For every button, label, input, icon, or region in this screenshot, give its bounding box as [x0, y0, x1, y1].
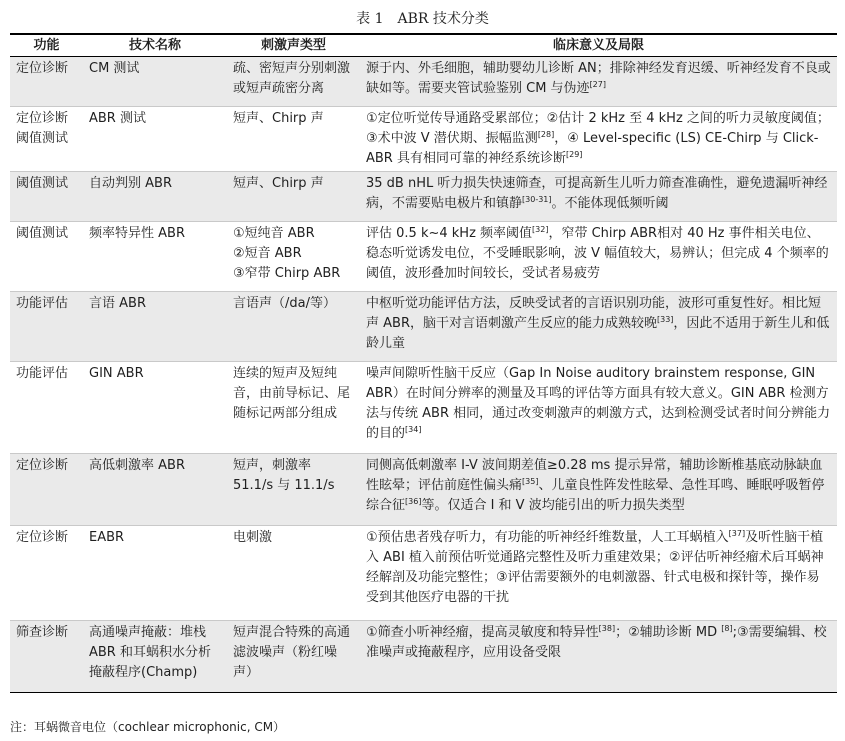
stimulus-line: 短声，刺激率 — [233, 458, 312, 473]
cell-significance — [360, 172, 837, 222]
table-row — [10, 57, 837, 107]
reference-mark: [29] — [565, 150, 583, 159]
table-row — [10, 172, 837, 222]
significance-text: ，窄带 Chirp ABR相对 40 Hz 事件相关电位、稳态听觉诱发电位，不受睡眠影响，波 V 幅值较大，易辨认；但完成 4 个频率的阈值，波形叠加时间较长，受试者易疲劳 — [366, 226, 829, 281]
table-row — [10, 454, 837, 526]
cell-significance — [360, 107, 837, 172]
significance-text: 评估 0.5 k~4 kHz 频率阈值 — [366, 226, 533, 241]
reference-mark: [32] — [532, 225, 549, 234]
table-row — [10, 107, 837, 172]
cell-significance — [360, 222, 837, 292]
abr-classification-table — [10, 33, 837, 693]
cell-significance — [360, 362, 837, 454]
reference-mark: [27] — [589, 80, 606, 89]
cell-technique: 高通噪声掩蔽：堆栈 ABR 和耳蜗积水分析掩蔽程序(Champ) — [83, 621, 227, 693]
cell-function: 阈值测试 — [10, 222, 83, 292]
cell-technique: 频率特异性 ABR — [83, 222, 227, 292]
cell-stimulus: 疏、密短声分别刺激或短声疏密分离 — [227, 57, 360, 107]
table-footnote: 注：耳蜗微音电位（cochlear microphonic, CM） — [10, 720, 286, 734]
reference-mark: [37] — [728, 529, 746, 538]
header-significance: 临床意义及局限 — [360, 34, 837, 57]
cell-stimulus: 连续的短声及短纯音，由前导标记、尾随标记两部分组成 — [227, 362, 360, 454]
table-row — [10, 362, 837, 454]
cell-function: 功能评估 — [10, 362, 83, 454]
significance-text: 35 dB nHL 听力损失快速筛查，可提高新生儿听力筛查准确性，避免遗漏听神经病，不需要贴电极片和镇静 — [366, 176, 828, 211]
cell-technique: GIN ABR — [83, 362, 227, 454]
significance-text: 中枢听觉功能评估方法，反映受试者的言语识别功能，波形可重复性好。相比短声 ABR，脑干对言语刺激产生反应的能力成熟较晚 — [366, 296, 822, 331]
significance-text: ①定位听觉传导通路受累部位；②估计 2 kHz 至 4 kHz 之间的听力灵敏度阈值；③术中波 V 潜伏期、振幅监测 — [366, 111, 830, 146]
significance-text: 源于内、外毛细胞，辅助婴幼儿诊断 AN；排除神经发育迟缓、听神经发育不良或缺如等。需要夹管试验鉴别 CM 与伪迹 — [366, 61, 831, 96]
reference-mark: [38] — [598, 624, 616, 633]
reference-mark: [30-31] — [522, 195, 552, 204]
cell-technique: CM 测试 — [83, 57, 227, 107]
table-row — [10, 526, 837, 621]
cell-significance — [360, 526, 837, 621]
cell-function: 定位诊断 — [10, 57, 83, 107]
cell-significance — [360, 57, 837, 107]
cell-function: 功能评估 — [10, 292, 83, 362]
table-caption: 表 1 ABR 技术分类 — [356, 11, 489, 27]
stimulus-line: 51.1/s 与 11.1/s — [233, 478, 335, 493]
significance-text: ①筛查小听神经瘤，提高灵敏度和特异性 — [366, 625, 599, 640]
cell-function: 阈值测试 — [10, 172, 83, 222]
reference-mark: [36] — [405, 497, 422, 506]
cell-function: 定位诊断 阈值测试 — [10, 107, 83, 172]
cell-stimulus: 言语声（/da/等） — [227, 292, 360, 362]
header-technique: 技术名称 — [83, 34, 227, 57]
cell-technique: 高低刺激率 ABR — [83, 454, 227, 526]
stimulus-line: ③窄带 Chirp ABR — [233, 266, 341, 281]
cell-stimulus: 短声、Chirp 声 — [227, 107, 360, 172]
significance-text: ，④ Level-specific (LS) CE-Chirp 与 Click-ABR 具有相同可靠的神经系统诊断 — [366, 131, 819, 166]
significance-text: 、儿童良性阵发性眩晕、急性耳鸣、睡眠呼吸暂停综合征 — [366, 478, 825, 513]
cell-technique: ABR 测试 — [83, 107, 227, 172]
significance-text: 等。仅适合 I 和 V 波均能引出的听力损失类型 — [421, 498, 685, 513]
reference-mark: [28] — [537, 130, 555, 139]
cell-technique: 言语 ABR — [83, 292, 227, 362]
cell-function: 定位诊断 — [10, 526, 83, 621]
table-row — [10, 222, 837, 292]
reference-mark: [8] — [721, 624, 733, 633]
cell-function: 筛查诊断 — [10, 621, 83, 693]
cell-function: 定位诊断 — [10, 454, 83, 526]
reference-mark: [33] — [656, 315, 674, 324]
header-function: 功能 — [10, 34, 83, 57]
cell-significance — [360, 621, 837, 693]
reference-mark: [34] — [405, 425, 422, 434]
reference-mark: [35] — [522, 477, 539, 486]
significance-text: 及听性脑干植入 ABI 植入前预估听觉通路完整性及听力重建效果；②评估听神经瘤术后耳蜗神经解剖及功能完整性；③评估需要额外的电刺激器、针式电极和探针等，操作易受到其他医疗电器的干扰 — [366, 530, 824, 605]
cell-stimulus — [227, 222, 360, 292]
cell-technique: 自动判别 ABR — [83, 172, 227, 222]
significance-text: ，因此不适用于新生儿和低龄儿童 — [366, 316, 830, 351]
significance-text: 噪声间隙听性脑干反应（Gap In Noise auditory brainstem response, GIN ABR）在时间分辨率的测量及耳鸣的评估等方面具有较大意义。GIN ABR 检测方法与传统 ABR 相同，通过改变刺激声的刺激方式，达到检测受试者时间分辨能力的目的 — [366, 366, 831, 441]
cell-technique: EABR — [83, 526, 227, 621]
cell-significance — [360, 454, 837, 526]
table-row — [10, 621, 837, 693]
significance-text: ;③需要编辑、校准噪声或掩蔽程序，应用设备受限 — [366, 625, 827, 660]
significance-text: ①预估患者残存听力，有功能的听神经纤维数量，人工耳蜗植入 — [366, 530, 729, 545]
cell-significance — [360, 292, 837, 362]
header-stimulus: 刺激声类型 — [227, 34, 360, 57]
significance-text: 同侧高低刺激率 I-V 波间期差值≥0.28 ms 提示异常，辅助诊断椎基底动脉缺血性眩晕；评估前庭性偏头痛 — [366, 458, 823, 493]
stimulus-line: ①短纯音 ABR — [233, 226, 315, 241]
cell-stimulus: 短声混合特殊的高通滤波噪声（粉红噪声） — [227, 621, 360, 693]
significance-text: ；②辅助诊断 MD — [615, 625, 722, 640]
header-row — [10, 34, 837, 57]
stimulus-line: ②短音 ABR — [233, 246, 302, 261]
significance-text: 。不能体现低频听阈 — [551, 196, 669, 211]
cell-stimulus: 电刺激 — [227, 526, 360, 621]
cell-stimulus: 短声、Chirp 声 — [227, 172, 360, 222]
cell-stimulus — [227, 454, 360, 526]
table-row — [10, 292, 837, 362]
